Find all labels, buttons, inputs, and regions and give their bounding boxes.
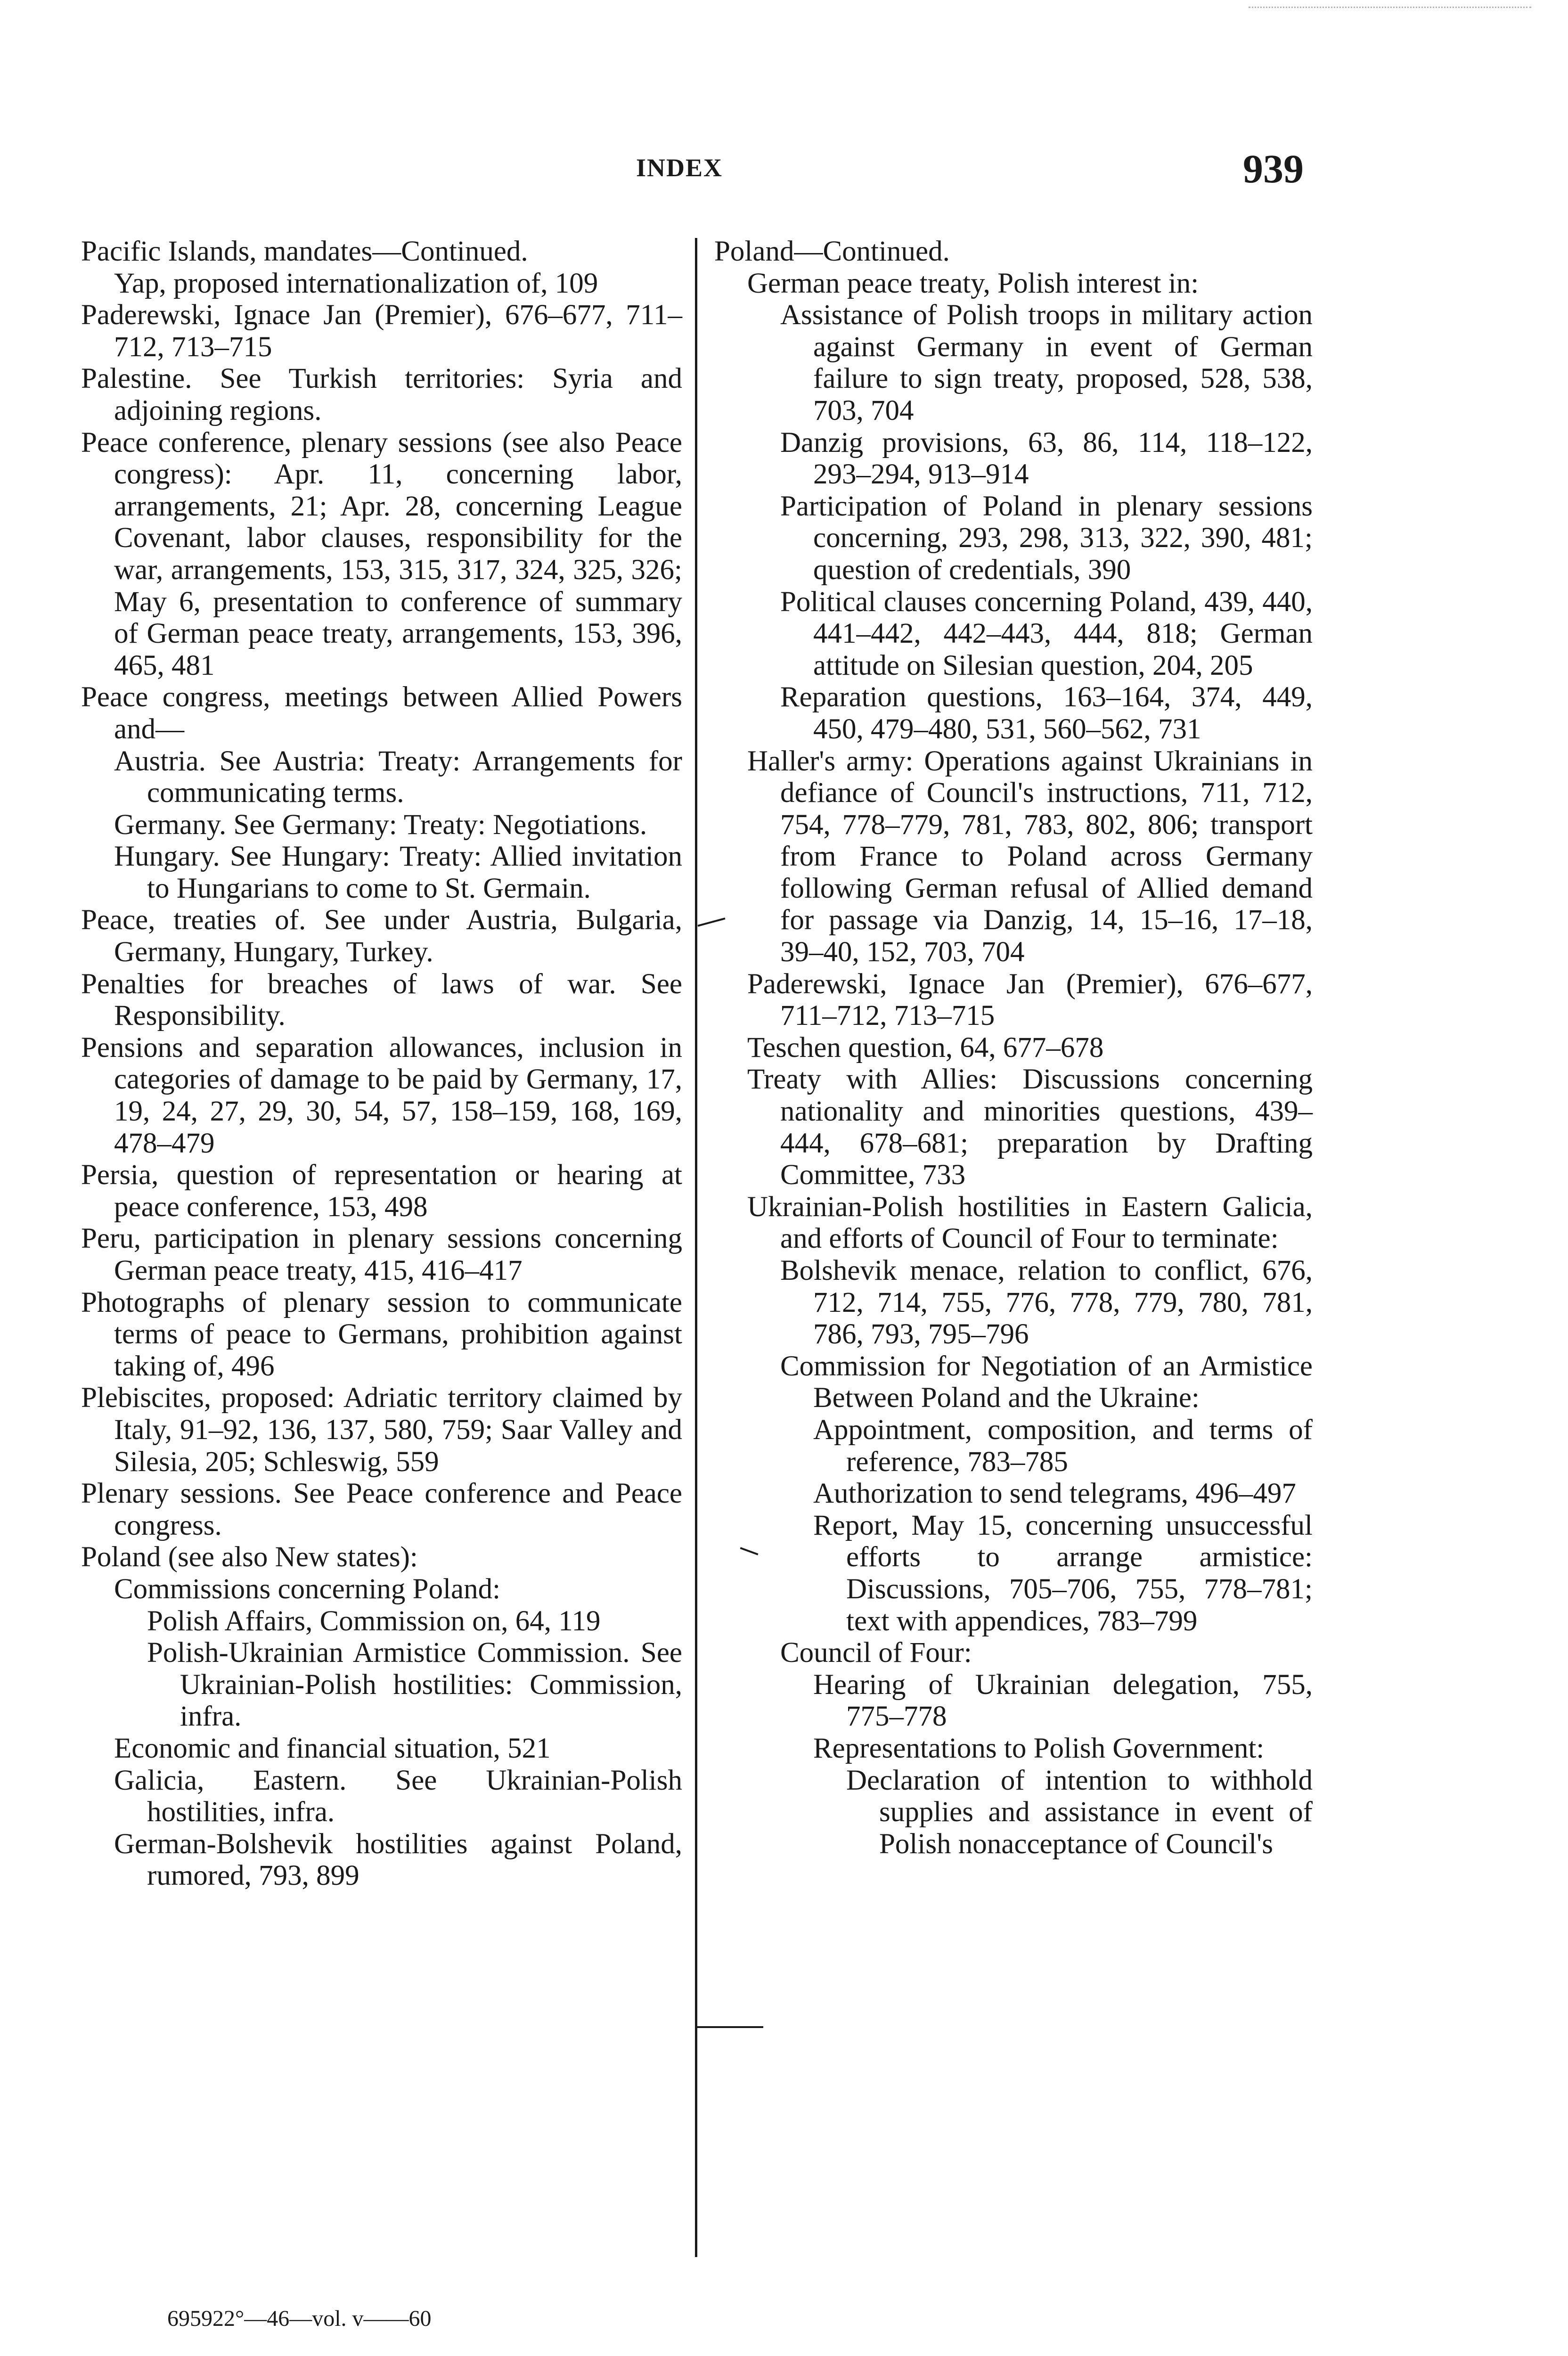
- index-entry: Paderewski, Ignace Jan (Premier), 676–677, 711–712, 713–715: [81, 299, 682, 363]
- index-subentry: Paderewski, Ignace Jan (Premier), 676–677, 711–712, 713–715: [747, 968, 1313, 1032]
- index-entry: Pensions and separation allowances, inclusion in categories of damage to be paid by Germany, 17, 19, 24, 27, 29, 30, 54, 57, 158–159, 168, 169, 478–479: [81, 1031, 682, 1159]
- index-entry: Penalties for breaches of laws of war. See Responsibility.: [81, 968, 682, 1032]
- index-subentry: Commission for Negotiation of an Armistice Between Poland and the Ukraine:: [780, 1350, 1313, 1414]
- left-column: [81, 236, 682, 1892]
- index-subentry: Germany. See Germany: Treaty: Negotiations.: [114, 809, 647, 841]
- index-entry: Peace congress, meetings between Allied Powers and—: [81, 681, 682, 745]
- index-subentry: Report, May 15, concerning unsuccessful efforts to arrange armistice: Discussions, 705–706, 755, 778–781; text with appendices, 783–799: [813, 1509, 1313, 1637]
- index-subentry: Polish Affairs, Commission on, 64, 119: [147, 1605, 601, 1637]
- page-number: 939: [1243, 146, 1304, 191]
- index-subentry: Hearing of Ukrainian delegation, 755, 775–778: [813, 1669, 1313, 1733]
- index-subentry: Teschen question, 64, 677–678: [747, 1031, 1104, 1063]
- index-entry: Plenary sessions. See Peace conference and Peace congress.: [81, 1478, 682, 1541]
- index-entry: Plebiscites, proposed: Adriatic territory claimed by Italy, 91–92, 136, 137, 580, 759; Saar Valley and Silesia, 205; Schleswig, 559: [81, 1382, 682, 1478]
- index-subentry: Reparation questions, 163–164, 374, 449, 450, 479–480, 531, 560–562, 731: [780, 681, 1313, 745]
- index-entry: Photographs of plenary session to communicate terms of peace to Germans, prohibition against taking of, 496: [81, 1286, 682, 1382]
- print-signature: 695922°—46—vol. v——60: [167, 2306, 432, 2331]
- index-subentry: Haller's army: Operations against Ukrainians in defiance of Council's instructions, 711, 712, 754, 778–779, 781, 783, 802, 806; transport from France to Poland across Germany following German refusal of Allied demand for passage via Danzig, 14, 15–16, 17–18, 39–40, 152, 703, 704: [747, 745, 1313, 968]
- index-entry: Poland (see also New states):: [81, 1541, 418, 1573]
- index-subentry: Galicia, Eastern. See Ukrainian-Polish hostilities, infra.: [114, 1764, 682, 1828]
- index-entry: Poland—Continued.: [714, 236, 950, 267]
- margin-dash-mark: [697, 2026, 763, 2028]
- index-subentry: Appointment, composition, and terms of reference, 783–785: [813, 1414, 1313, 1478]
- index-subentry: Treaty with Allies: Discussions concerning nationality and minorities questions, 439–444, 678–681; preparation by Drafting Committee, 733: [747, 1063, 1313, 1191]
- index-entry: Peace, treaties of. See under Austria, Bulgaria, Germany, Hungary, Turkey.: [81, 904, 682, 968]
- index-subentry: Authorization to send telegrams, 496–497: [813, 1478, 1296, 1510]
- index-subentry: Representations to Polish Government:: [813, 1732, 1265, 1764]
- index-subentry: Yap, proposed internationalization of, 109: [114, 267, 598, 299]
- index-subentry: Participation of Poland in plenary sessions concerning, 293, 298, 313, 322, 390, 481; question of credentials, 390: [780, 490, 1313, 586]
- index-entry: Pacific Islands, mandates—Continued.: [81, 236, 528, 267]
- index-subentry: Political clauses concerning Poland, 439, 440, 441–442, 442–443, 444, 818; German attitude on Silesian question, 204, 205: [780, 586, 1313, 681]
- index-subentry: Bolshevik menace, relation to conflict, 676, 712, 714, 755, 776, 778, 779, 780, 781, 786, 793, 795–796: [780, 1255, 1313, 1350]
- index-entry: Persia, question of representation or hearing at peace conference, 153, 498: [81, 1159, 682, 1223]
- index-subentry: German-Bolshevik hostilities against Poland, rumored, 793, 899: [114, 1828, 682, 1892]
- index-subentry: Austria. See Austria: Treaty: Arrangements for communicating terms.: [114, 745, 682, 809]
- index-subentry: Council of Four:: [780, 1637, 972, 1669]
- index-subentry: Declaration of intention to withhold supplies and assistance in event of Polish nonacceptance of Council's: [846, 1764, 1313, 1860]
- index-subentry: Assistance of Polish troops in military action against Germany in event of German failure to sign treaty, proposed, 528, 538, 703, 704: [780, 299, 1313, 426]
- index-subentry: Ukrainian-Polish hostilities in Eastern Galicia, and efforts of Council of Four to terminate:: [747, 1191, 1313, 1255]
- index-entry: Peace conference, plenary sessions (see also Peace congress): Apr. 11, concerning labor, arrangements, 21; Apr. 28, concerning League Covenant, labor clauses, responsibility for the war, arrangements, 153, 315, 317, 324, 325, 326; May 6, presentation to conference of summary of German peace treaty, arrangements, 153, 396, 465, 481: [81, 426, 682, 681]
- right-column: [714, 236, 1313, 1860]
- index-subentry: Danzig provisions, 63, 86, 114, 118–122, 293–294, 913–914: [780, 426, 1313, 491]
- index-subentry: Polish-Ukrainian Armistice Commission. See Ukrainian-Polish hostilities: Commission, infra.: [147, 1637, 682, 1733]
- index-entry: Peru, participation in plenary sessions concerning German peace treaty, 415, 416–417: [81, 1223, 682, 1286]
- column-divider: [695, 238, 697, 2257]
- running-head: INDEX: [636, 154, 723, 182]
- index-subentry: Commissions concerning Poland:: [114, 1573, 501, 1605]
- index-subentry: Hungary. See Hungary: Treaty: Allied invitation to Hungarians to come to St. Germain.: [114, 841, 682, 904]
- index-subentry: Economic and financial situation, 521: [114, 1732, 551, 1764]
- index-subentry: German peace treaty, Polish interest in:: [747, 267, 1199, 299]
- top-rule: [1249, 7, 1531, 8]
- index-entry: Palestine. See Turkish territories: Syria and adjoining regions.: [81, 363, 682, 426]
